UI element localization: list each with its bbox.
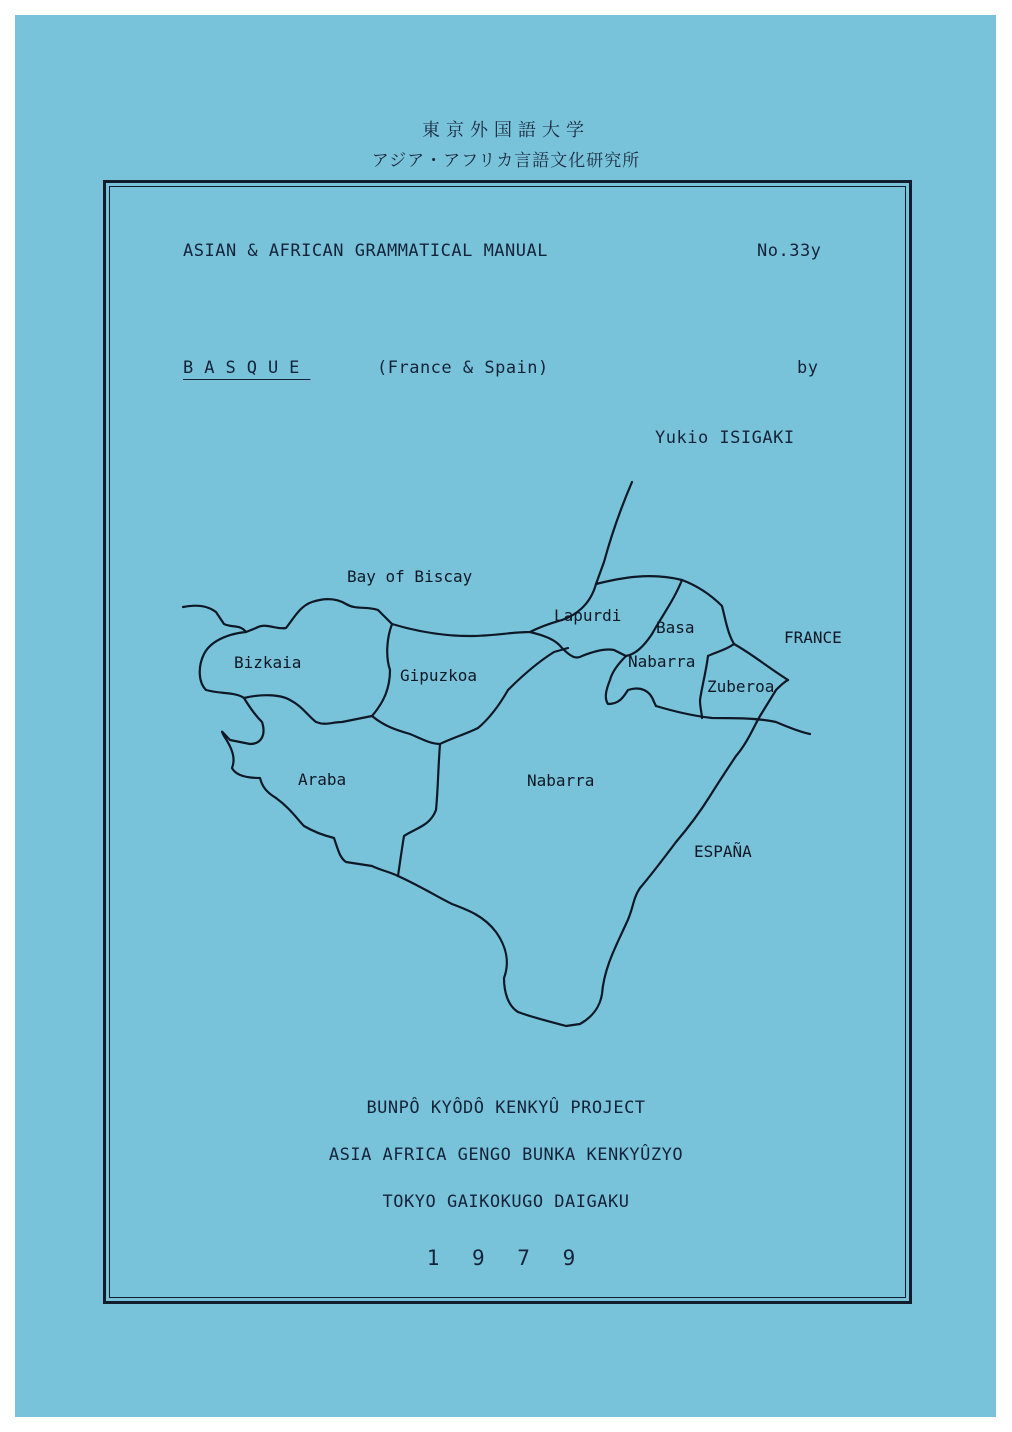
- series-number: No.33y: [757, 241, 822, 261]
- border-gipuzkoa-lapurdi: [530, 632, 626, 658]
- border-gipuzkoa-south: [372, 648, 568, 744]
- map-label-espana: ESPAÑA: [694, 842, 752, 861]
- publication-year: 1 9 7 9: [426, 1246, 586, 1270]
- river: [596, 482, 632, 584]
- university-name-jp: 東京外国語大学: [422, 120, 590, 141]
- language-region: (France & Spain): [377, 358, 549, 378]
- author-name: Yukio ISIGAKI: [655, 428, 795, 448]
- border-bizkaia-araba: [244, 695, 372, 724]
- series-title: ASIAN & AFRICAN GRAMMATICAL MANUAL: [183, 241, 548, 261]
- map-label-zuberoa: Zuberoa: [707, 677, 775, 696]
- by-label: by: [797, 358, 819, 378]
- map-label-bizkaia: Bizkaia: [234, 653, 302, 672]
- publisher-project: BUNPÔ KYÔDÔ KENKYÛ PROJECT: [366, 1098, 646, 1118]
- institute-name-jp: アジア・アフリカ言語文化研究所: [371, 151, 641, 171]
- border-basa-zuberoa: [708, 644, 734, 656]
- coastline: [183, 599, 562, 636]
- araba-south: [276, 798, 398, 876]
- map-label-france: FRANCE: [784, 628, 842, 647]
- map-label-basa: Basa: [656, 618, 695, 637]
- map-label-gipuzkoa: Gipuzkoa: [400, 666, 478, 685]
- border-araba-nabarra: [398, 744, 440, 876]
- east-tail: [656, 706, 810, 734]
- map-label-nabarra-south: Nabarra: [527, 771, 595, 790]
- border-bizkaia-gipuzkoa: [372, 624, 392, 716]
- map-label-lapurdi: Lapurdi: [554, 606, 622, 625]
- language-title: BASQUE: [183, 358, 311, 378]
- map-label-araba: Araba: [298, 770, 347, 789]
- publisher-institute: ASIA AFRICA GENGO BUNKA KENKYÛZYO: [328, 1145, 684, 1165]
- map-label-sea: Bay of Biscay: [347, 567, 473, 586]
- map-label-nabarra-north: Nabarra: [628, 652, 696, 671]
- publisher-university: TOKYO GAIKOKUGO DAIGAKU: [382, 1192, 630, 1212]
